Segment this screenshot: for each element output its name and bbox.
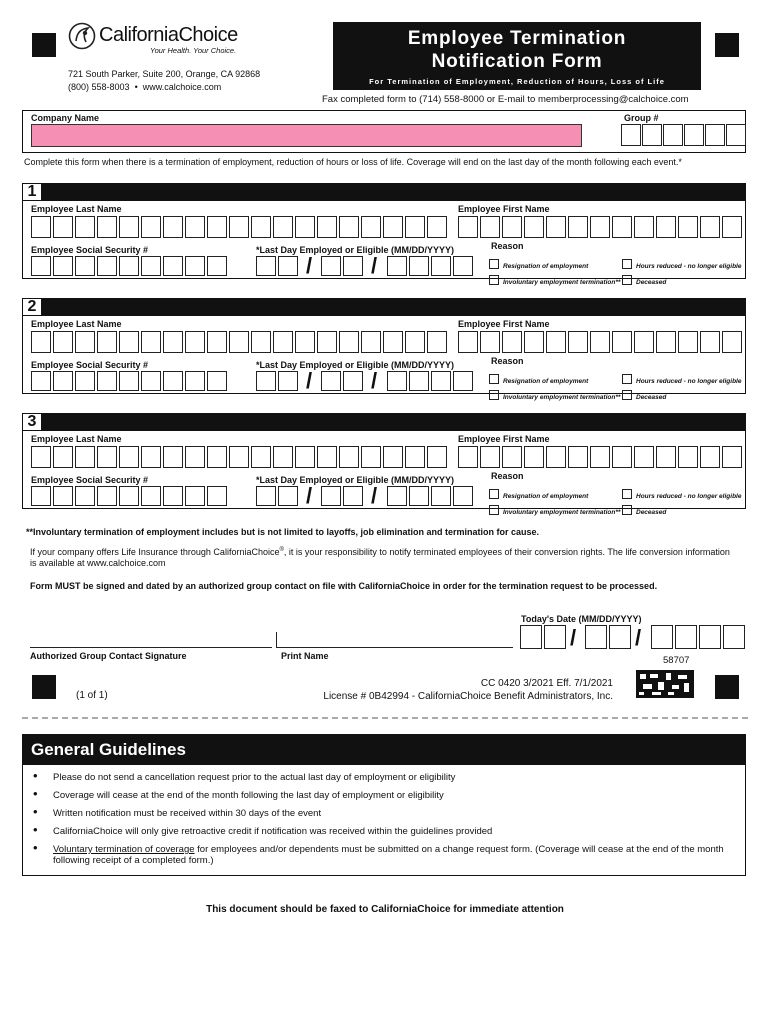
first-name-char-box[interactable] (656, 446, 676, 468)
date-digit-box[interactable] (544, 625, 566, 649)
first-name-char-box[interactable] (546, 216, 566, 238)
involuntary-label: Involuntary employment termination** (503, 394, 621, 401)
ssn-digit-box[interactable] (141, 486, 161, 506)
company-name-field[interactable] (31, 124, 582, 147)
last-name-char-box[interactable] (383, 216, 403, 238)
first-name-char-box[interactable] (612, 331, 632, 353)
date-separator: / (570, 625, 577, 650)
date-digit-box[interactable] (431, 371, 451, 391)
signature-requirement-note: Form MUST be signed and dated by an authorized group contact on file with CaliforniaChoice in order for the termination request to be processed. (30, 581, 658, 591)
last-name-label: Employee Last Name (31, 204, 122, 214)
last-name-char-box[interactable] (251, 216, 271, 238)
company-logo (68, 22, 238, 55)
ssn-digit-box[interactable] (119, 486, 139, 506)
date-digit-box[interactable] (409, 486, 429, 506)
date-digit-box[interactable] (343, 486, 363, 506)
ssn-digit-box[interactable] (207, 371, 227, 391)
fax-instructions: Fax completed form to (714) 558-8000 or E-mail to memberprocessing@calchoice.com (322, 94, 689, 105)
date-digit-box[interactable] (453, 256, 473, 276)
ssn-label: Employee Social Security # (31, 475, 149, 485)
last-name-char-box[interactable] (339, 331, 359, 353)
resignation-label: Resignation of employment (503, 493, 589, 500)
life-insurance-text: If your company offers Life Insurance through CaliforniaChoice (30, 547, 280, 557)
ssn-digit-box[interactable] (97, 371, 117, 391)
first-name-char-box[interactable] (590, 446, 610, 468)
date-separator: / (306, 253, 313, 278)
ssn-digit-box[interactable] (53, 371, 73, 391)
guideline-item (23, 844, 745, 866)
date-digit-box[interactable] (409, 371, 429, 391)
section-number: 2 (22, 298, 42, 316)
last-day-day-boxes (321, 371, 363, 391)
date-separator: / (371, 483, 378, 508)
last-name-char-box[interactable] (163, 216, 183, 238)
date-digit-box[interactable] (431, 486, 451, 506)
date-digit-box[interactable] (321, 486, 341, 506)
last-name-char-box[interactable] (97, 331, 117, 353)
registration-mark (32, 33, 56, 57)
last-name-char-box[interactable] (405, 331, 425, 353)
first-name-label: Employee First Name (458, 319, 550, 329)
last-name-boxes (31, 216, 447, 238)
group-digit-box[interactable] (726, 124, 746, 146)
ssn-digit-box[interactable] (97, 486, 117, 506)
logo-text: CaliforniaChoice (99, 24, 238, 46)
reason-deceased-option[interactable] (622, 271, 666, 289)
registered-mark: ® (279, 547, 284, 553)
last-name-char-box[interactable] (405, 446, 425, 468)
date-digit-box[interactable] (387, 371, 407, 391)
first-name-char-box[interactable] (502, 216, 522, 238)
last-day-year-boxes (387, 371, 473, 391)
last-name-char-box[interactable] (295, 216, 315, 238)
group-digit-box[interactable] (642, 124, 662, 146)
date-digit-box[interactable] (409, 256, 429, 276)
last-name-char-box[interactable] (317, 216, 337, 238)
deceased-label: Deceased (636, 394, 667, 401)
last-name-char-box[interactable] (251, 446, 271, 468)
last-name-char-box[interactable] (75, 216, 95, 238)
company-block (22, 110, 746, 153)
barcode-icon (636, 670, 694, 698)
date-digit-box[interactable] (387, 486, 407, 506)
last-day-label: *Last Day Employed or Eligible (MM/DD/YYYY) (256, 360, 455, 370)
group-digit-box[interactable] (621, 124, 641, 146)
date-digit-box[interactable] (520, 625, 542, 649)
section-header (22, 413, 746, 431)
guideline-item: • Please do not send a cancellation request prior to the actual last day of employment or eligibility (23, 772, 745, 783)
first-name-char-box[interactable] (480, 331, 500, 353)
date-digit-box[interactable] (609, 625, 631, 649)
company-address (68, 68, 260, 94)
first-name-char-box[interactable] (524, 331, 544, 353)
ssn-digit-box[interactable] (53, 256, 73, 276)
date-digit-box[interactable] (723, 625, 745, 649)
section-number: 1 (22, 183, 42, 201)
last-name-char-box[interactable] (361, 331, 381, 353)
first-name-char-box[interactable] (612, 446, 632, 468)
ssn-digit-box[interactable] (97, 256, 117, 276)
date-digit-box[interactable] (256, 486, 276, 506)
last-day-day-boxes (321, 486, 363, 506)
reason-label: Reason (491, 471, 524, 481)
employee-section (22, 316, 746, 401)
involuntary-note: **Involuntary termination of employment includes but is not limited to layoffs, job elimination and termination for cause. (26, 527, 540, 537)
form-title-line1: Employee Termination (407, 28, 627, 49)
section-header (22, 183, 746, 201)
involuntary-checkbox[interactable] (489, 390, 499, 400)
group-number-label: Group # (624, 113, 659, 123)
bullet-separator: • (132, 82, 141, 92)
last-name-char-box[interactable] (427, 331, 447, 353)
company-name-label: Company Name (31, 113, 100, 123)
last-name-char-box[interactable] (229, 216, 249, 238)
form-revision: CC 0420 3/2021 Eff. 7/1/2021 (480, 678, 613, 689)
registration-mark (715, 33, 739, 57)
ssn-digit-box[interactable] (185, 371, 205, 391)
first-name-label: Employee First Name (458, 434, 550, 444)
last-day-year-boxes (387, 486, 473, 506)
last-name-char-box[interactable] (339, 446, 359, 468)
address-line: 721 South Parker, Suite 200, Orange, CA 92868 (68, 69, 261, 79)
guidelines-title: General Guidelines (23, 735, 745, 765)
ssn-digit-box[interactable] (207, 256, 227, 276)
print-name-label: Print Name (281, 651, 329, 661)
date-digit-box[interactable] (431, 256, 451, 276)
group-digit-box[interactable] (663, 124, 683, 146)
todays-date-month (520, 625, 566, 649)
date-digit-box[interactable] (453, 371, 473, 391)
date-digit-box[interactable] (343, 371, 363, 391)
deceased-label: Deceased (636, 279, 667, 286)
deceased-checkbox[interactable] (622, 505, 632, 515)
last-name-boxes (31, 331, 447, 353)
first-name-char-box[interactable] (546, 331, 566, 353)
hours-reduced-label: Hours reduced - no longer eligible (636, 263, 742, 270)
last-name-char-box[interactable] (317, 331, 337, 353)
last-name-char-box[interactable] (427, 216, 447, 238)
guideline-item: • CaliforniaChoice will only give retroactive credit if notification was received within the guidelines provided (23, 826, 745, 837)
first-name-char-box[interactable] (458, 446, 478, 468)
resignation-checkbox[interactable] (489, 489, 499, 499)
last-name-char-box[interactable] (273, 216, 293, 238)
last-name-char-box[interactable] (119, 216, 139, 238)
first-name-char-box[interactable] (722, 331, 742, 353)
last-day-year-boxes (387, 256, 473, 276)
reason-deceased-option[interactable] (622, 501, 666, 519)
page-indicator: (1 of 1) (76, 690, 108, 701)
first-name-char-box[interactable] (700, 331, 720, 353)
last-name-char-box[interactable] (295, 331, 315, 353)
date-separator: / (371, 368, 378, 393)
first-name-char-box[interactable] (458, 331, 478, 353)
ssn-digit-box[interactable] (119, 371, 139, 391)
last-day-month-boxes (256, 371, 298, 391)
last-name-char-box[interactable] (207, 331, 227, 353)
last-name-char-box[interactable] (339, 216, 359, 238)
ssn-boxes (31, 371, 227, 391)
todays-date-year (651, 625, 745, 649)
date-digit-box[interactable] (387, 256, 407, 276)
first-name-char-box[interactable] (502, 446, 522, 468)
date-digit-box[interactable] (321, 256, 341, 276)
logo-tagline: Your Health. Your Choice. (150, 46, 237, 55)
hours-reduced-checkbox[interactable] (622, 374, 632, 384)
first-name-boxes (458, 331, 742, 353)
last-name-boxes (31, 446, 447, 468)
first-name-char-box[interactable] (678, 216, 698, 238)
ssn-digit-box[interactable] (75, 371, 95, 391)
last-name-char-box[interactable] (163, 446, 183, 468)
last-name-label: Employee Last Name (31, 319, 122, 329)
ssn-digit-box[interactable] (31, 371, 51, 391)
hours-reduced-checkbox[interactable] (622, 259, 632, 269)
date-digit-box[interactable] (453, 486, 473, 506)
hours-reduced-label: Hours reduced - no longer eligible (636, 378, 742, 385)
first-name-char-box[interactable] (634, 331, 654, 353)
group-number-boxes (621, 124, 746, 146)
resignation-label: Resignation of employment (503, 378, 589, 385)
date-separator: / (635, 625, 642, 650)
first-name-char-box[interactable] (590, 331, 610, 353)
last-name-char-box[interactable] (31, 446, 51, 468)
first-name-char-box[interactable] (568, 446, 588, 468)
first-name-char-box[interactable] (678, 446, 698, 468)
first-name-char-box[interactable] (546, 446, 566, 468)
date-separator: / (371, 253, 378, 278)
last-name-char-box[interactable] (141, 331, 161, 353)
last-name-char-box[interactable] (97, 216, 117, 238)
first-name-char-box[interactable] (502, 331, 522, 353)
last-name-char-box[interactable] (383, 446, 403, 468)
last-name-label: Employee Last Name (31, 434, 122, 444)
signature-label: Authorized Group Contact Signature (30, 651, 187, 661)
ssn-digit-box[interactable] (141, 371, 161, 391)
first-name-char-box[interactable] (722, 446, 742, 468)
form-subtitle: For Termination of Employment, Reduction of Hours, Loss of Life (369, 77, 665, 86)
first-name-char-box[interactable] (524, 216, 544, 238)
employee-section (22, 201, 746, 286)
deceased-checkbox[interactable] (622, 390, 632, 400)
first-name-char-box[interactable] (634, 446, 654, 468)
last-name-char-box[interactable] (361, 216, 381, 238)
ssn-digit-box[interactable] (53, 486, 73, 506)
last-name-char-box[interactable] (31, 216, 51, 238)
last-name-char-box[interactable] (119, 331, 139, 353)
first-name-char-box[interactable] (656, 216, 676, 238)
first-name-char-box[interactable] (612, 216, 632, 238)
last-name-char-box[interactable] (163, 331, 183, 353)
fax-reminder: This document should be faxed to CaliforniaChoice for immediate attention (206, 904, 564, 915)
employee-section (22, 431, 746, 516)
resignation-checkbox[interactable] (489, 259, 499, 269)
reason-deceased-option[interactable] (622, 386, 666, 404)
date-digit-box[interactable] (651, 625, 673, 649)
last-name-char-box[interactable] (53, 331, 73, 353)
last-day-label: *Last Day Employed or Eligible (MM/DD/YYYY) (256, 475, 455, 485)
resignation-label: Resignation of employment (503, 263, 589, 270)
first-name-char-box[interactable] (634, 216, 654, 238)
ssn-digit-box[interactable] (75, 486, 95, 506)
signature-divider (276, 632, 277, 648)
first-name-char-box[interactable] (568, 331, 588, 353)
print-name-line[interactable] (277, 647, 513, 648)
last-name-char-box[interactable] (141, 446, 161, 468)
first-name-boxes (458, 446, 742, 468)
voluntary-termination-link[interactable]: Voluntary termination of coverage (53, 844, 195, 855)
first-name-char-box[interactable] (480, 446, 500, 468)
form-code-number: 58707 (663, 655, 690, 666)
ssn-digit-box[interactable] (31, 486, 51, 506)
last-name-char-box[interactable] (405, 216, 425, 238)
form-footer-info (285, 677, 613, 703)
date-digit-box[interactable] (278, 486, 298, 506)
last-name-char-box[interactable] (427, 446, 447, 468)
registration-mark (715, 675, 739, 699)
ssn-digit-box[interactable] (163, 256, 183, 276)
last-name-char-box[interactable] (295, 446, 315, 468)
todays-date-day (585, 625, 631, 649)
reason-involuntary-option[interactable] (489, 271, 620, 289)
date-digit-box[interactable] (278, 371, 298, 391)
first-name-char-box[interactable] (568, 216, 588, 238)
guidelines-panel (22, 734, 746, 876)
first-name-boxes (458, 216, 742, 238)
hours-reduced-checkbox[interactable] (622, 489, 632, 499)
ssn-digit-box[interactable] (185, 256, 205, 276)
last-name-char-box[interactable] (185, 446, 205, 468)
involuntary-checkbox[interactable] (489, 275, 499, 285)
involuntary-label: Involuntary employment termination** (503, 279, 621, 286)
resignation-checkbox[interactable] (489, 374, 499, 384)
first-name-char-box[interactable] (524, 446, 544, 468)
last-name-char-box[interactable] (229, 331, 249, 353)
guidelines-list (23, 772, 745, 866)
ssn-boxes (31, 486, 227, 506)
first-name-char-box[interactable] (656, 331, 676, 353)
involuntary-checkbox[interactable] (489, 505, 499, 515)
first-name-char-box[interactable] (480, 216, 500, 238)
date-digit-box[interactable] (278, 256, 298, 276)
last-name-char-box[interactable] (119, 446, 139, 468)
first-name-label: Employee First Name (458, 204, 550, 214)
ssn-digit-box[interactable] (141, 256, 161, 276)
date-digit-box[interactable] (699, 625, 721, 649)
ssn-digit-box[interactable] (119, 256, 139, 276)
last-name-char-box[interactable] (75, 446, 95, 468)
todays-date-label: Today's Date (MM/DD/YYYY) (521, 614, 642, 624)
last-day-month-boxes (256, 256, 298, 276)
date-separator: / (306, 483, 313, 508)
date-digit-box[interactable] (675, 625, 697, 649)
last-name-char-box[interactable] (273, 331, 293, 353)
ssn-digit-box[interactable] (185, 486, 205, 506)
phone-number: (800) 558-8003 (68, 82, 130, 92)
first-name-char-box[interactable] (700, 446, 720, 468)
last-day-month-boxes (256, 486, 298, 506)
last-name-char-box[interactable] (317, 446, 337, 468)
cut-line (22, 717, 748, 719)
title-block (333, 22, 701, 90)
ssn-digit-box[interactable] (163, 486, 183, 506)
hours-reduced-label: Hours reduced - no longer eligible (636, 493, 742, 500)
guideline-item: • Written notification must be received within 30 days of the event (23, 808, 745, 819)
ssn-digit-box[interactable] (31, 256, 51, 276)
last-name-char-box[interactable] (185, 331, 205, 353)
last-name-char-box[interactable] (31, 331, 51, 353)
first-name-char-box[interactable] (678, 331, 698, 353)
last-name-char-box[interactable] (207, 216, 227, 238)
guideline-item-text: for employees and/or dependents must be submitted on a change request form. (Coverage will cease at the end of the month following receipt of a completed form.) (53, 844, 724, 866)
form-instructions: Complete this form when there is a termination of employment, reduction of hours or loss of life. Coverage will end on the last day of the month following each event.* (24, 157, 682, 167)
ssn-digit-box[interactable] (207, 486, 227, 506)
group-digit-box[interactable] (705, 124, 725, 146)
reason-label: Reason (491, 356, 524, 366)
reason-involuntary-option[interactable] (489, 386, 620, 404)
registration-mark (32, 675, 56, 699)
life-insurance-note (30, 545, 730, 569)
last-day-label: *Last Day Employed or Eligible (MM/DD/YYYY) (256, 245, 455, 255)
section-header (22, 298, 746, 316)
date-digit-box[interactable] (585, 625, 607, 649)
guideline-item: • Coverage will cease at the end of the month following the last day of employment or eligibility (23, 790, 745, 801)
ssn-label: Employee Social Security # (31, 360, 149, 370)
last-day-day-boxes (321, 256, 363, 276)
last-name-char-box[interactable] (207, 446, 227, 468)
website-link: www.calchoice.com (142, 82, 222, 92)
contact-line (68, 81, 260, 94)
ssn-label: Employee Social Security # (31, 245, 149, 255)
last-name-char-box[interactable] (53, 446, 73, 468)
involuntary-label: Involuntary employment termination** (503, 509, 621, 516)
last-name-char-box[interactable] (53, 216, 73, 238)
deceased-checkbox[interactable] (622, 275, 632, 285)
group-digit-box[interactable] (684, 124, 704, 146)
life-insurance-text-cont: , it is your responsibility to notify terminated employees of their conversion rights. The life conversion information is available at www.calchoice.com (30, 547, 730, 568)
date-digit-box[interactable] (256, 371, 276, 391)
last-name-char-box[interactable] (97, 446, 117, 468)
deceased-label: Deceased (636, 509, 667, 516)
ssn-digit-box[interactable] (163, 371, 183, 391)
first-name-char-box[interactable] (458, 216, 478, 238)
date-digit-box[interactable] (343, 256, 363, 276)
last-name-char-box[interactable] (383, 331, 403, 353)
last-name-char-box[interactable] (251, 331, 271, 353)
date-digit-box[interactable] (256, 256, 276, 276)
last-name-char-box[interactable] (229, 446, 249, 468)
first-name-char-box[interactable] (590, 216, 610, 238)
last-name-char-box[interactable] (361, 446, 381, 468)
reason-involuntary-option[interactable] (489, 501, 620, 519)
last-name-char-box[interactable] (75, 331, 95, 353)
date-digit-box[interactable] (321, 371, 341, 391)
signature-line[interactable] (30, 647, 272, 648)
last-name-char-box[interactable] (273, 446, 293, 468)
last-name-char-box[interactable] (185, 216, 205, 238)
license-info: License # 0B42994 - CaliforniaChoice Benefit Administrators, Inc. (323, 691, 613, 702)
section-number: 3 (22, 413, 42, 431)
first-name-char-box[interactable] (700, 216, 720, 238)
ssn-digit-box[interactable] (75, 256, 95, 276)
logo-emblem-icon (68, 22, 96, 50)
date-separator: / (306, 368, 313, 393)
last-name-char-box[interactable] (141, 216, 161, 238)
ssn-boxes (31, 256, 227, 276)
form-title-line2: Notification Form (431, 51, 603, 72)
first-name-char-box[interactable] (722, 216, 742, 238)
reason-label: Reason (491, 241, 524, 251)
